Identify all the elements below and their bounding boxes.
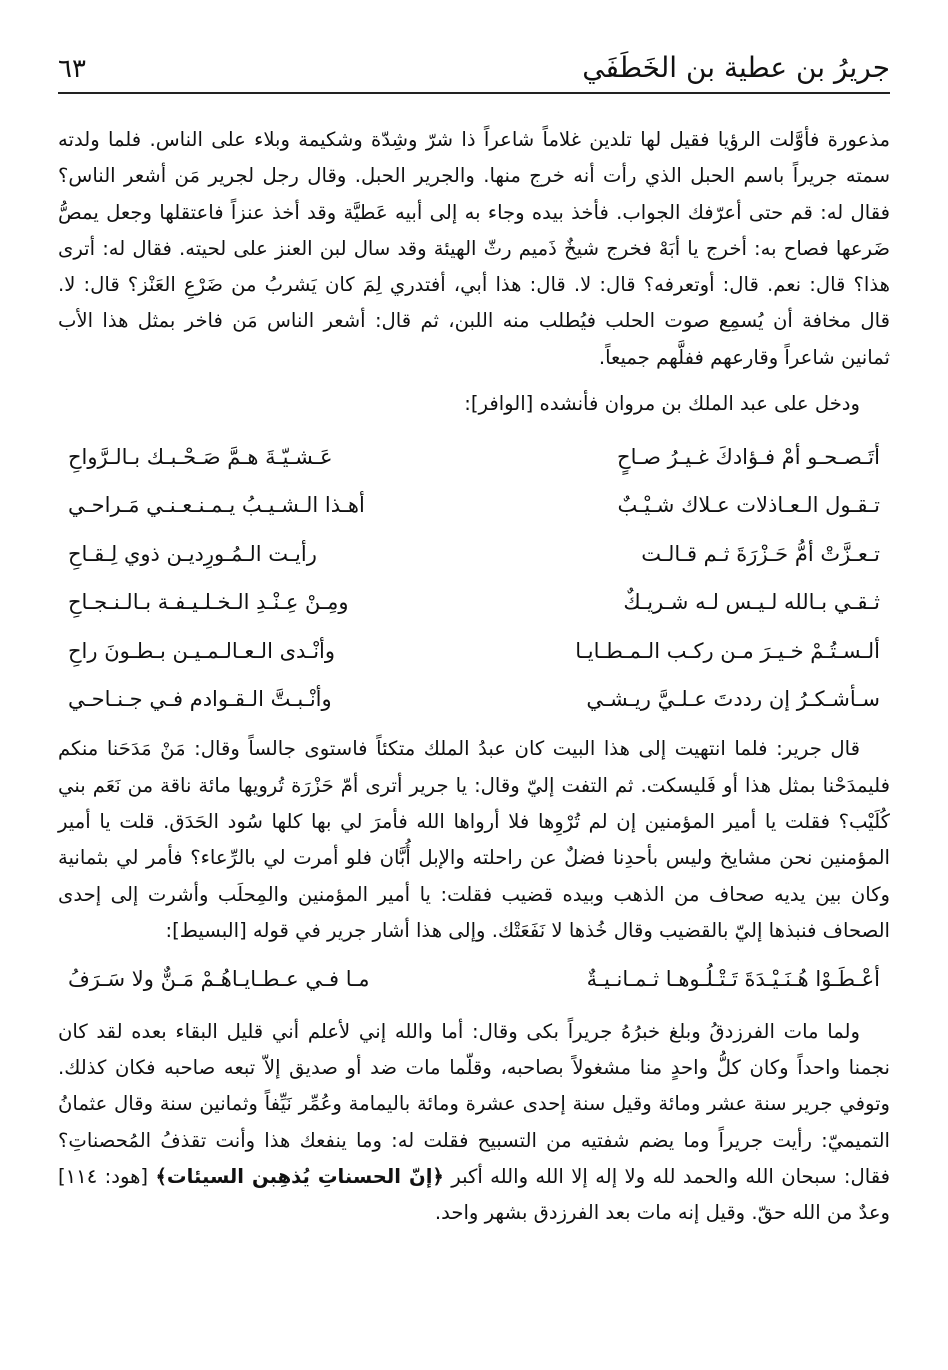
verse-second-hemistich: رأيـت الـمُـورِديـن ذوي لِـقـاحِ	[68, 541, 317, 566]
verse	[58, 578, 890, 627]
verse-first-hemistich: تـقـول الـعـاذلات عـلاك شـيْـبٌ	[617, 493, 880, 518]
verse-second-hemistich: أهـذا الـشـيـبُ يـمـنـعـنـي مَـراحـي	[68, 493, 365, 518]
verse-second-hemistich: وأنْـدى الـعـالـمـيـن بـطـونَ راحِ	[68, 638, 336, 663]
paragraph: مذعورة فأوَّلت الرؤيا فقيل لها تلدين غلاماً شاعراً ذا شرّ وشِدّة وشكيمة وبلاء على الناس. فلما ولدته سمته جريراً باسم الحبل الذي رأت أنه خرج منها. والجرير الحبل. وقال رجل لجرير مَن أشعر الناس؟ فقال له: قم حتى أعرّفك الجواب. فأخذ بيده وجاء به إلى أبيه عَطيَّة وقد أخذ عنزاً فاعتقلها وجعل يمصُّ ضَرعها فصاح به: أخرج يا أبَهْ فخرج شيخٌ ذَميم رثّ الهيئة وقد سال لبن العنز على لحيته. فقال له: أترى هذا؟ قال: نعم. قال: أوتعرفه؟ قال: لا. قال: هذا أبي، أفتدري لِمَ كان يَشربُ من ضَرْعِ العَنْز؟ قال: لا. قال مخافة أن يُسمِع صوت الحلب فيُطلب منه اللبن، ثم قال: أشعر الناس مَن فاخر بمثل هذا الأب ثمانين شاعراً وقارعهم ففلَّهم جميعاً.	[58, 128, 890, 369]
verse-first-hemistich: تـعـزَّتْ أمُّ حَـزْرَةَ ثـم قـالـت	[641, 541, 880, 566]
page-header	[58, 40, 890, 94]
verse-first-hemistich: ثـقـي بـالله لـيـس لـه شـريـكٌ	[623, 590, 880, 615]
verse	[58, 626, 890, 675]
paragraph: ودخل على عبد الملك بن مروان فأنشده [الوافر]:	[464, 392, 860, 416]
paragraph: قال جرير: فلما انتهيت إلى هذا البيت كان عبدُ الملك متكئاً فاستوى جالساً وقال: مَنْ مَدَحَنا منكم فليمدَحْنا بمثل هذا أو فَليسكت. ثم التفت إليّ وقال: يا جرير أترى أمّ حَزْرَة تُرويها مائة ناقة من نَعَم بني كُلَيْب؟ فقلت يا أمير المؤمنين إن لم تُرْوِها فلا أرواها الله فأمرَ لي بها كلها سُود الحَدَق. قلت يا أمير المؤمنين نحن مشايخ وليس بأحدِنا فضلٌ عن راحلته والإبل أُبَّان فلو أمرت لي بالرِّعاء؟ فأمر لي بثمانية وكان بين يديه صحاف من الذهب وبيده قضيب فقلت: يا أمير المؤمنين والمِحلَب وأشرت إلى إحدى الصحاف فنبذها إليّ بالقضيب وقال خُذها لا نَفَعَتْك. وإلى هذا أشار جرير في قوله [البسيط]:	[58, 737, 890, 942]
verse-first-hemistich: أعْـطَـوْا هُـنَـيْـدَةَ تَـتْـلُـوهـا ثـمـانـيـةٌ	[586, 967, 880, 992]
running-title: جريرُ بن عطية بن الخَطَفَي	[582, 51, 890, 84]
verse-second-hemistich: عَـشـيّـةَ هـمَّ صَـحْـبـك بـالـرَّواحِ	[68, 444, 333, 469]
poem	[58, 432, 890, 723]
book-page	[58, 40, 890, 1340]
verse-first-hemistich: أتَـصـحـو أمْ فـؤادكَ غـيـرُ صـاحٍ	[617, 444, 880, 469]
verse-first-hemistich: سـأشـكـرُ إن رددتَ عـلـيَّ ريـشـي	[586, 687, 880, 712]
paragraph	[58, 1014, 890, 1232]
verse-second-hemistich: مـا فـي عـطـايـاهُـمْ مَـنٌّ ولا سَـرَفُ	[68, 967, 370, 992]
quran-quote: ﴿إنّ الحسناتِ يُذهِبن السيئات﴾	[155, 1164, 444, 1188]
verse	[58, 432, 890, 481]
single-verse	[58, 955, 890, 1004]
verse-second-hemistich: وأنْـبـتَّ الـقـوادم فـي جـنـاحـي	[68, 687, 332, 712]
verse	[58, 529, 890, 578]
paragraph-text: [هود: ١١٤] وعدٌ من الله حقّ. وقيل إنه مات بعد الفرزدق بشهر واحد.	[58, 1164, 890, 1225]
verse	[58, 675, 890, 724]
page-number: ٦٣	[58, 54, 86, 84]
page-content	[58, 94, 890, 1231]
verse-first-hemistich: ألـسـتُـمْ خـيـرَ مـن ركـب الـمـطـايـا	[575, 638, 880, 663]
paragraph-text: ولما مات الفرزدقُ وبلغ خبرُهُ جريراً بكى وقال: أما والله إني لأعلم أني قليل البقاء بعده لقد كان نجمنا واحداً وكان كلُّ واحدٍ منا مشغولاً بصاحبه، وقلّما مات ضد أو صديق إلاّ تبعه صاحبه فكان كذلك. وتوفي جرير سنة عشر ومائة وقيل سنة إحدى عشرة ومائة باليمامة وعُمِّر نَيِّفاً وثمانين سنة وقال عثمانُ التميميّ: رأيت جريراً وما يضم شفتيه من التسبيح فقلت له: وما ينفعك هذا وأنت تقذفُ المُحصناتِ؟ فقال: سبحان الله والحمد لله ولا إله إلا الله والله أكبر	[58, 1019, 890, 1188]
verse-second-hemistich: ومِـنْ عِـنْـدِ الـخـلـيـفـة بـالـنـجـاحِ	[68, 590, 349, 615]
verse	[58, 481, 890, 530]
